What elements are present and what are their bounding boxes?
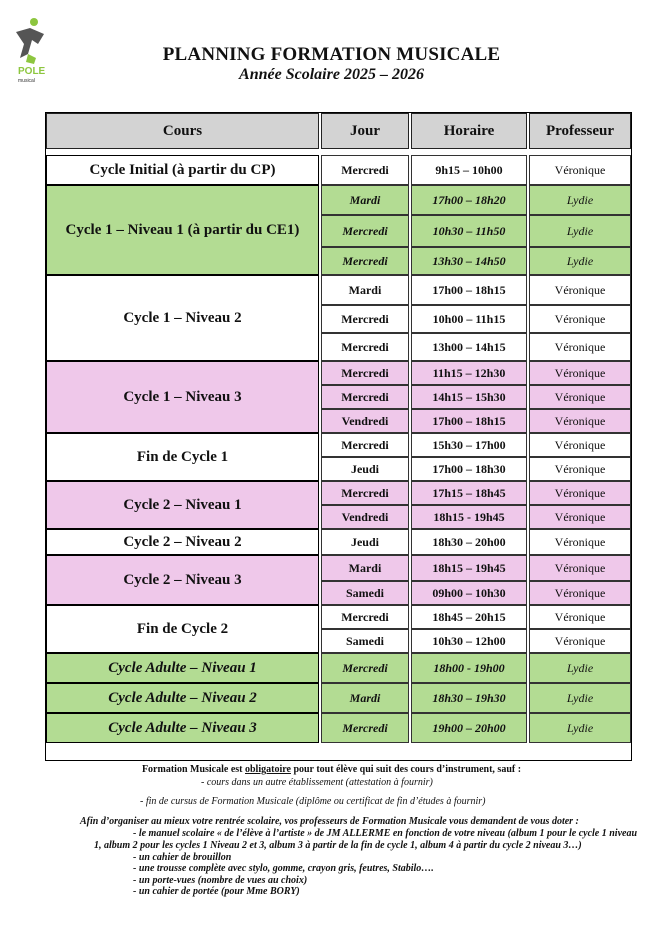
header-horaire: Horaire xyxy=(411,113,527,149)
teacher-cell: Véronique xyxy=(529,605,631,629)
time-cell: 09h00 – 10h30 xyxy=(411,581,527,605)
course-name-cell: Cycle Adulte – Niveau 2 xyxy=(46,683,319,713)
day-cell: Mardi xyxy=(321,185,409,215)
day-cell: Mercredi xyxy=(321,605,409,629)
teacher-cell: Lydie xyxy=(529,215,631,247)
obligation-word: obligatoire xyxy=(245,764,291,775)
course-name-cell: Cycle 1 – Niveau 2 xyxy=(46,275,319,361)
page-title: PLANNING FORMATION MUSICALE xyxy=(162,44,501,65)
time-cell: 17h00 – 18h30 xyxy=(411,457,527,481)
time-cell: 19h00 – 20h00 xyxy=(411,713,527,743)
supply-3: - une trousse complète avec stylo, gomme, crayon gris, feutres, Stabilo…. xyxy=(133,863,434,874)
teacher-cell: Véronique xyxy=(529,361,631,385)
time-cell: 10h30 – 12h00 xyxy=(411,629,527,653)
day-cell: Mercredi xyxy=(321,385,409,409)
teacher-cell: Véronique xyxy=(529,333,631,361)
time-cell: 18h15 - 19h45 xyxy=(411,505,527,529)
supply-2: - un cahier de brouillon xyxy=(133,852,232,863)
supplies-intro: Afin d’organiser au mieux votre rentrée scolaire, vos professeurs de Formation Musicale vous demandent de vous doter : xyxy=(80,816,579,827)
time-cell: 14h15 – 15h30 xyxy=(411,385,527,409)
teacher-cell: Véronique xyxy=(529,433,631,457)
schedule-table xyxy=(45,112,632,761)
page-subtitle: Année Scolaire 2025 – 2026 xyxy=(239,66,424,83)
supply-5: - un cahier de portée (pour Mme BORY) xyxy=(133,886,300,897)
time-cell: 18h15 – 19h45 xyxy=(411,555,527,581)
teacher-cell: Véronique xyxy=(529,581,631,605)
svg-text:POLE: POLE xyxy=(18,66,46,77)
supply-4: - un porte-vues (nombre de vues au choix) xyxy=(133,875,308,886)
day-cell: Mercredi xyxy=(321,215,409,247)
supply-1a: - le manuel scolaire « de l’élève à l’artiste » de JM ALLERME en fonction de votre niveau (album 1 pour le cycle 1 niveau xyxy=(133,828,638,839)
teacher-cell: Véronique xyxy=(529,481,631,505)
day-cell: Mardi xyxy=(321,275,409,305)
day-cell: Mercredi xyxy=(321,333,409,361)
day-cell: Mercredi xyxy=(321,713,409,743)
time-cell: 18h30 – 20h00 xyxy=(411,529,527,555)
time-cell: 18h45 – 20h15 xyxy=(411,605,527,629)
teacher-cell: Véronique xyxy=(529,409,631,433)
time-cell: 10h00 – 11h15 xyxy=(411,305,527,333)
obligation-prefix: Formation Musicale est xyxy=(141,764,245,775)
teacher-cell: Véronique xyxy=(529,155,631,185)
time-cell: 18h30 – 19h30 xyxy=(411,683,527,713)
teacher-cell: Lydie xyxy=(529,185,631,215)
day-cell: Mercredi xyxy=(321,305,409,333)
course-name-cell: Cycle 2 – Niveau 1 xyxy=(46,481,319,529)
obligation-suffix: pour tout élève qui suit des cours d’instrument, sauf : xyxy=(290,764,522,775)
teacher-cell: Véronique xyxy=(529,385,631,409)
day-cell: Vendredi xyxy=(321,409,409,433)
day-cell: Mardi xyxy=(321,555,409,581)
course-name-cell: Cycle 2 – Niveau 2 xyxy=(46,529,319,555)
day-cell: Mercredi xyxy=(321,247,409,275)
time-cell: 13h00 – 14h15 xyxy=(411,333,527,361)
day-cell: Mardi xyxy=(321,683,409,713)
day-cell: Jeudi xyxy=(321,529,409,555)
teacher-cell: Véronique xyxy=(529,529,631,555)
day-cell: Jeudi xyxy=(321,457,409,481)
course-name-cell: Cycle 1 – Niveau 1 (à partir du CE1) xyxy=(46,185,319,275)
day-cell: Samedi xyxy=(321,581,409,605)
header-cours: Cours xyxy=(46,113,319,149)
course-name-cell: Cycle Adulte – Niveau 1 xyxy=(46,653,319,683)
header-jour: Jour xyxy=(321,113,409,149)
time-cell: 15h30 – 17h00 xyxy=(411,433,527,457)
day-cell: Mercredi xyxy=(321,433,409,457)
course-name-cell: Cycle Initial (à partir du CP) xyxy=(46,155,319,185)
time-cell: 17h00 – 18h20 xyxy=(411,185,527,215)
time-cell: 17h15 – 18h45 xyxy=(411,481,527,505)
course-name-cell: Fin de Cycle 1 xyxy=(46,433,319,481)
time-cell: 9h15 – 10h00 xyxy=(411,155,527,185)
day-cell: Mercredi xyxy=(321,653,409,683)
day-cell: Mercredi xyxy=(321,481,409,505)
supply-1b: 1, album 2 pour les cycles 1 Niveau 2 et 3, album 3 à partir de la fin de cycle 1, album 4 à partir du cycle 2 niveau 3…) xyxy=(94,840,582,851)
time-cell: 11h15 – 12h30 xyxy=(411,361,527,385)
day-cell: Vendredi xyxy=(321,505,409,529)
day-cell: Mercredi xyxy=(321,155,409,185)
course-name-cell: Cycle Adulte – Niveau 3 xyxy=(46,713,319,743)
course-name-cell: Fin de Cycle 2 xyxy=(46,605,319,653)
teacher-cell: Véronique xyxy=(529,457,631,481)
teacher-cell: Véronique xyxy=(529,555,631,581)
teacher-cell: Véronique xyxy=(529,505,631,529)
time-cell: 10h30 – 11h50 xyxy=(411,215,527,247)
teacher-cell: Lydie xyxy=(529,713,631,743)
time-cell: 18h00 - 19h00 xyxy=(411,653,527,683)
obligation-note xyxy=(0,764,663,775)
time-cell: 17h00 – 18h15 xyxy=(411,275,527,305)
time-cell: 17h00 – 18h15 xyxy=(411,409,527,433)
exception-2: - fin de cursus de Formation Musicale (diplôme ou certificat de fin d’études à fournir) xyxy=(140,796,486,807)
teacher-cell: Véronique xyxy=(529,275,631,305)
course-name-cell: Cycle 1 – Niveau 3 xyxy=(46,361,319,433)
day-cell: Mercredi xyxy=(321,361,409,385)
course-name-cell: Cycle 2 – Niveau 3 xyxy=(46,555,319,605)
teacher-cell: Lydie xyxy=(529,247,631,275)
teacher-cell: Lydie xyxy=(529,683,631,713)
exception-1: - cours dans un autre établissement (attestation à fournir) xyxy=(201,777,433,788)
svg-text:musical: musical xyxy=(18,78,35,84)
day-cell: Samedi xyxy=(321,629,409,653)
teacher-cell: Véronique xyxy=(529,305,631,333)
header-professeur: Professeur xyxy=(529,113,631,149)
time-cell: 13h30 – 14h50 xyxy=(411,247,527,275)
teacher-cell: Véronique xyxy=(529,629,631,653)
teacher-cell: Lydie xyxy=(529,653,631,683)
